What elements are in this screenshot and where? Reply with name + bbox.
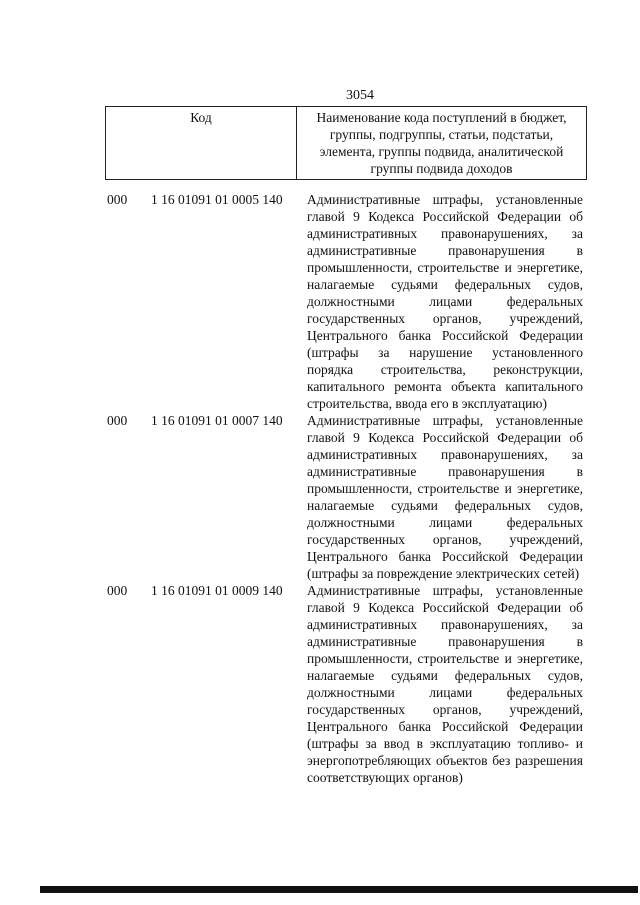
page-bottom-rule xyxy=(40,886,638,893)
income-code-list xyxy=(105,191,587,786)
budget-classification-code: 1 16 01091 01 0005 140 xyxy=(151,192,283,207)
code-column-header: Код xyxy=(106,107,297,180)
header-row xyxy=(106,107,587,180)
code-description: Административные штрафы, установленные главой 9 Кодекса Российской Федерации об административных правонарушениях, за административные правонарушения в промышленности, строительстве и энергетике, налагаемые судьями федеральных судов, должностными лицами федеральных государственных органов, учреждений, Центрального банка Российской Федерации (штрафы за ввод в эксплуатацию топливо- и энергопотребляющих объектов без разрешения соответствующих органов) xyxy=(307,583,583,785)
code-description: Административные штрафы, установленные главой 9 Кодекса Российской Федерации об административных правонарушениях, за административные правонарушения в промышленности, строительстве и энергетике, налагаемые судьями федеральных судов, должностными лицами федеральных государственных органов, учреждений, Центрального банка Российской Федерации (штрафы за нарушение установленного порядка строительства, реконструкции, капитального ремонта объекта капитального строительства, ввода его в эксплуатацию) xyxy=(307,192,583,411)
table-row xyxy=(105,412,587,582)
admin-code: 000 xyxy=(107,192,128,207)
table-row xyxy=(105,582,587,786)
name-column-header: Наименование кода поступлений в бюджет, группы, подгруппы, статьи, подстатьи, элемента, группы подвида, аналитической группы подвида доходов xyxy=(297,107,587,180)
budget-classification-code: 1 16 01091 01 0009 140 xyxy=(151,583,283,598)
page-number: 3054 xyxy=(346,88,374,103)
admin-code: 000 xyxy=(107,583,128,598)
admin-code: 000 xyxy=(107,413,128,428)
table-header xyxy=(105,106,587,180)
table-row xyxy=(105,191,587,412)
budget-classification-code: 1 16 01091 01 0007 140 xyxy=(151,413,283,428)
code-description: Административные штрафы, установленные главой 9 Кодекса Российской Федерации об административных правонарушениях, за административные правонарушения в промышленности, строительстве и энергетике, налагаемые судьями федеральных судов, должностными лицами федеральных государственных органов, учреждений, Центрального банка Российской Федерации (штрафы за повреждение электрических сетей) xyxy=(307,413,583,581)
